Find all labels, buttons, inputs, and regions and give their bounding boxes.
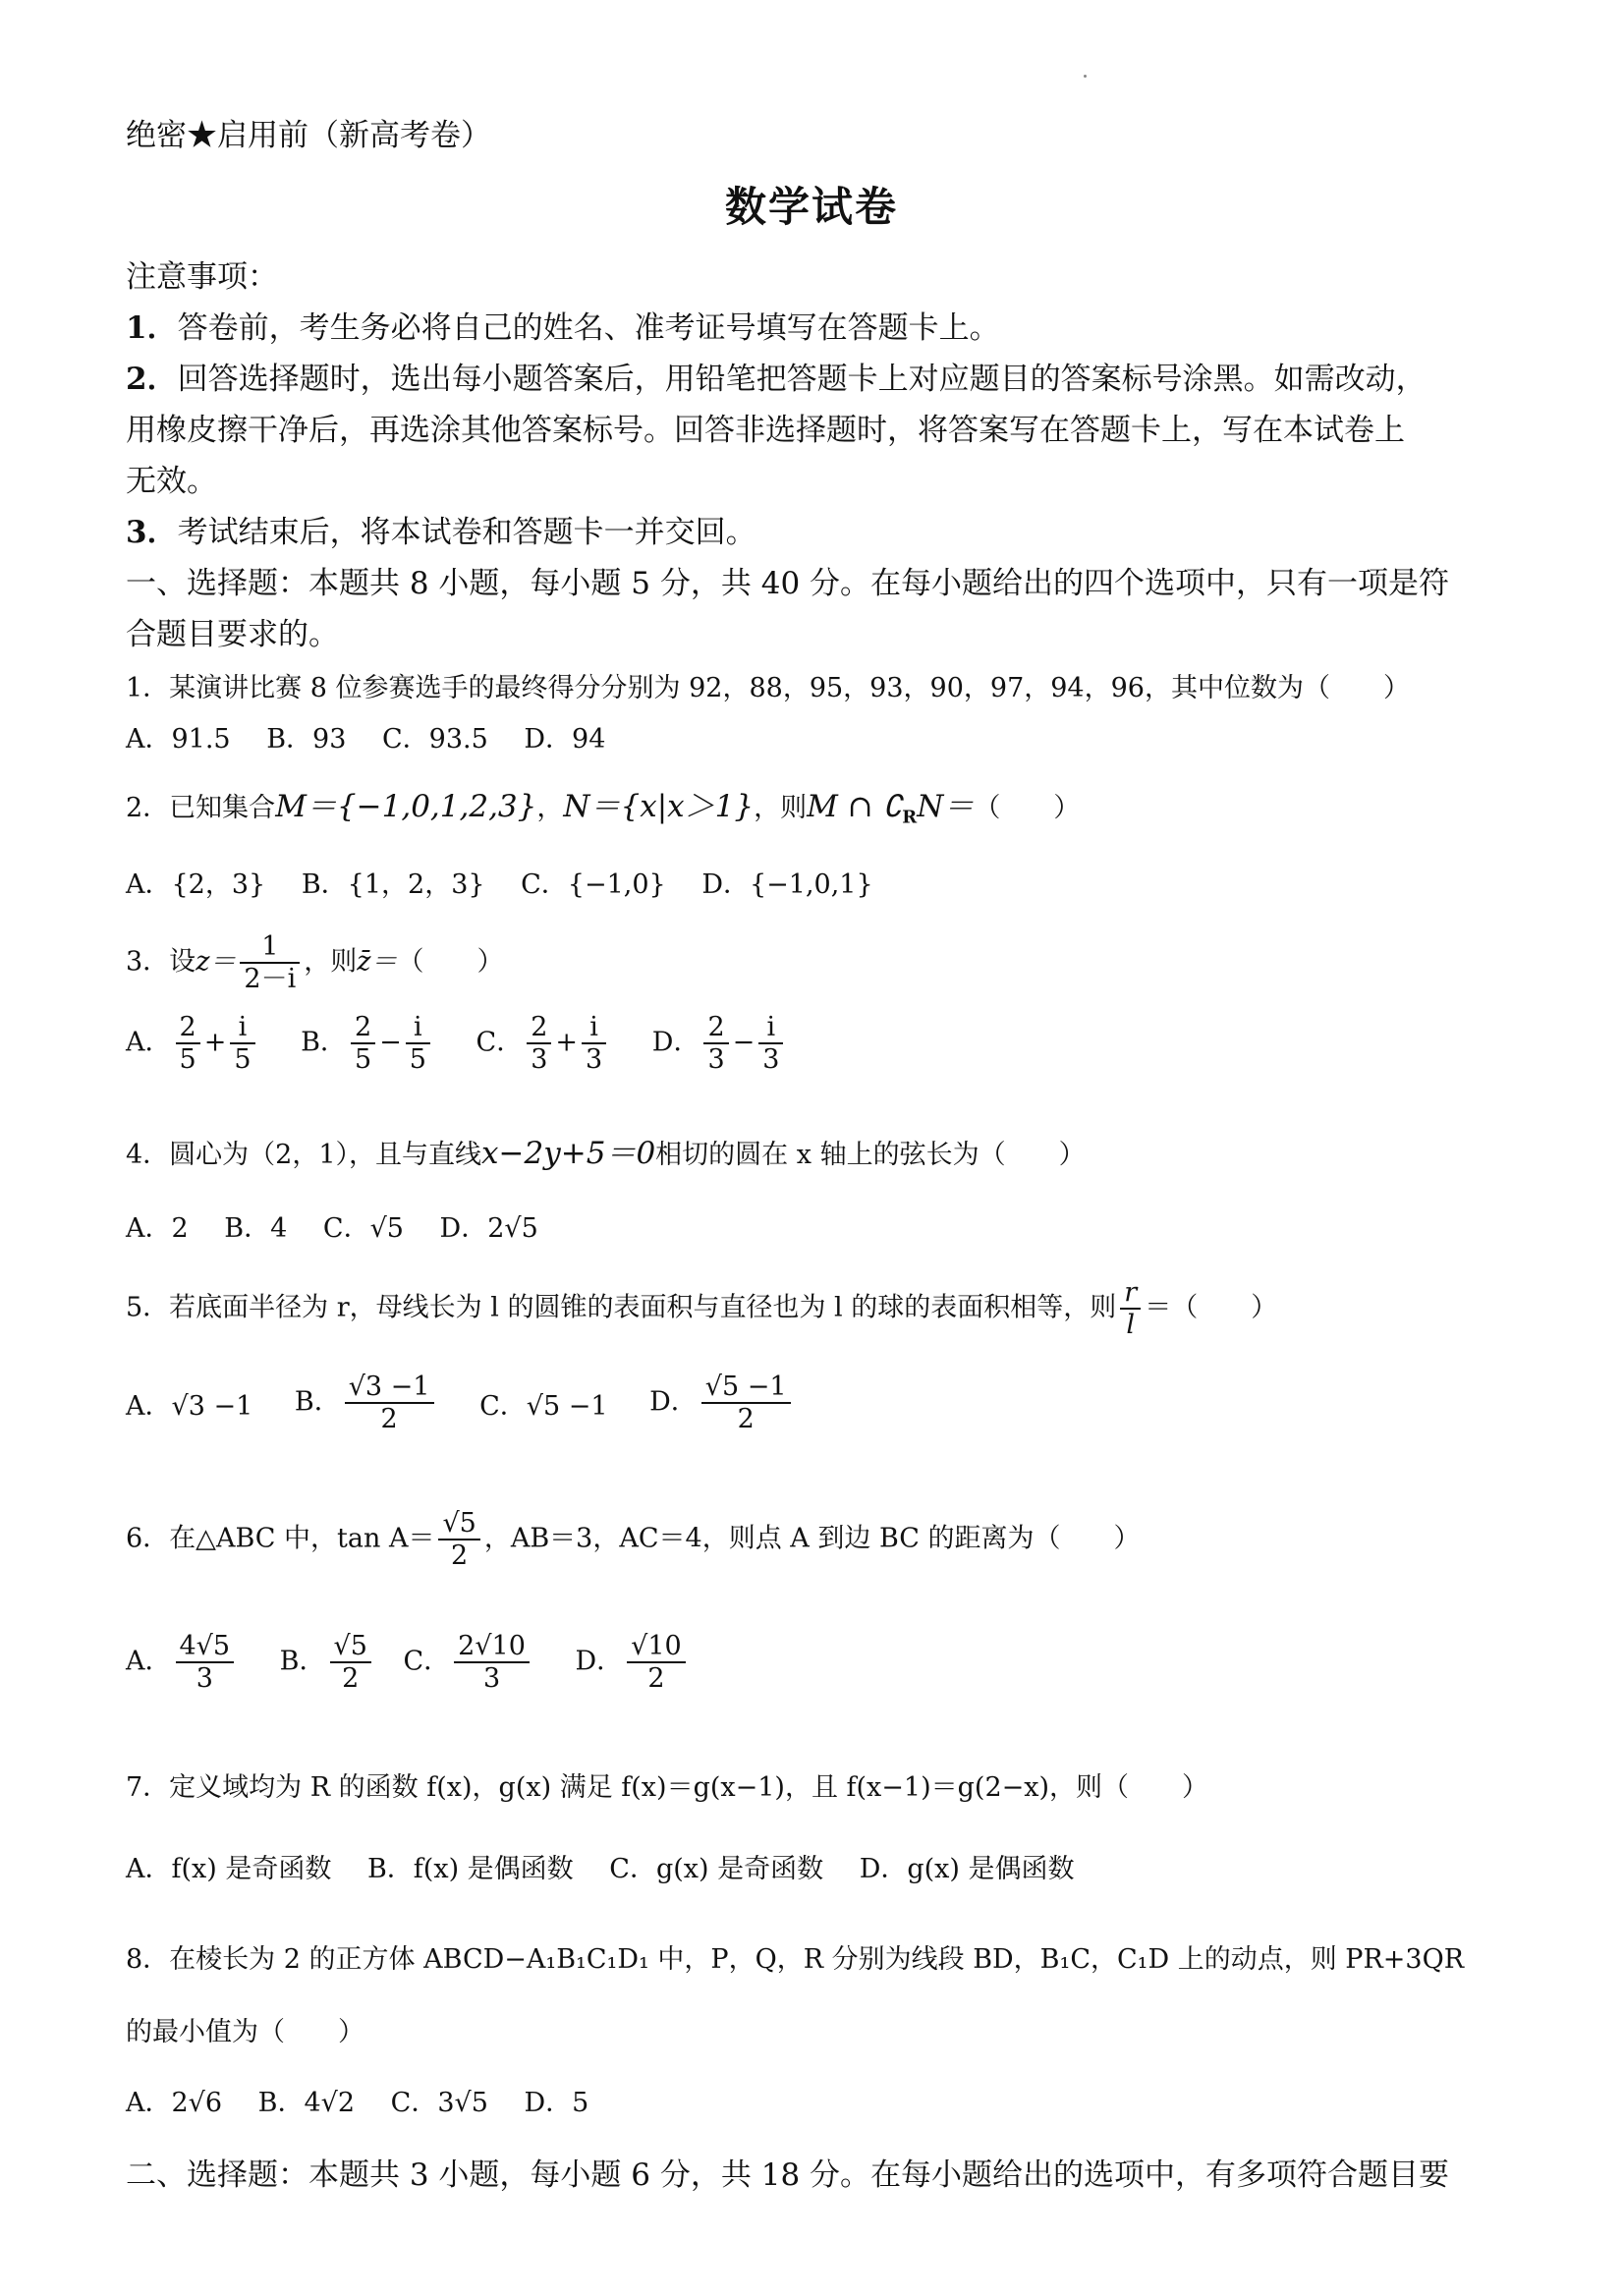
denominator: 5: [179, 1044, 196, 1076]
question-5-stem: [126, 1277, 1277, 1340]
option-label: B．: [279, 1646, 326, 1677]
option-label: A．: [126, 1390, 172, 1422]
complement-sub: R: [902, 807, 918, 828]
fraction: [703, 1012, 728, 1075]
notice-text: 考试结束后，将本试卷和答题卡一并交回。: [177, 515, 756, 550]
option-c: C．3√5: [390, 2088, 488, 2118]
denominator: 3: [196, 1663, 213, 1695]
option-c: C．93.5: [382, 724, 488, 755]
notice-text: 答卷前，考生务必将自己的姓名、准考证号填写在答题卡上。: [177, 310, 1000, 346]
option-a: A．2: [126, 1213, 189, 1244]
q4-end: 相切的圆在 x 轴上的弦长为（ ）: [655, 1140, 1086, 1170]
question-2-options: [126, 863, 901, 901]
q6-pre: 6．在△ABC 中，: [126, 1523, 338, 1554]
q3-fraction: [240, 931, 300, 994]
notice-num: 3．: [126, 515, 178, 550]
q3-mid: ，则: [304, 946, 358, 978]
option-value: √5 −1: [526, 1390, 608, 1422]
numerator: i: [230, 1012, 254, 1044]
operator: −: [732, 1027, 756, 1058]
option-b: [295, 1372, 438, 1434]
option-c: C．g(x) 是奇函数: [609, 1854, 824, 1884]
tan-expr: tan A＝: [337, 1523, 435, 1554]
option-d: D．2√5: [439, 1213, 538, 1244]
option-label: D．: [575, 1646, 624, 1677]
line-equation: x−2y+5＝0: [481, 1136, 656, 1171]
question-4-stem: [126, 1128, 1086, 1172]
q2-sep: ，: [536, 793, 564, 823]
option-a: [126, 1012, 259, 1075]
denominator: 5: [354, 1044, 372, 1076]
question-3-stem: [126, 931, 503, 994]
operator: +: [203, 1027, 227, 1058]
option-d: [576, 1631, 690, 1694]
fraction: [701, 1372, 791, 1434]
denominator: 2: [451, 1540, 469, 1572]
denominator: 5: [234, 1044, 252, 1076]
option-b: [280, 1631, 375, 1694]
q4-pre: 4．圆心为（2，1），且与直线: [126, 1140, 482, 1170]
option-d: D．94: [524, 724, 606, 755]
option-a: [126, 1631, 238, 1694]
operator: +: [555, 1027, 579, 1058]
fraction: [176, 1012, 200, 1075]
option-label: D．: [649, 1386, 698, 1418]
notice-text: 回答选择题时，选出每小题答案后，用铅笔把答题卡上对应题目的答案标号涂黑。如需改动，: [177, 362, 1427, 397]
option-c: C．√5: [322, 1213, 404, 1244]
denominator: l: [1126, 1310, 1136, 1341]
option-d: D．{−1,0,1}: [701, 869, 873, 900]
notice-num: 2．: [126, 362, 178, 397]
numerator: √3 −1: [345, 1372, 434, 1404]
denominator: 3: [586, 1044, 603, 1076]
operator: −: [379, 1027, 402, 1058]
option-label: A．: [126, 1027, 172, 1058]
notice-num: 1．: [126, 310, 178, 346]
option-b: [301, 1012, 434, 1075]
question-4-options: [126, 1206, 566, 1245]
numerator: i: [758, 1012, 783, 1044]
denominator: 2: [380, 1404, 398, 1435]
option-b: B．93: [266, 724, 347, 755]
option-c: [403, 1631, 532, 1694]
notice-item-2-line2: 用橡皮擦干净后，再选涂其他答案标号。回答非选择题时，将答案写在答题卡上，写在本试卷上: [126, 413, 1405, 448]
numerator: i: [406, 1012, 430, 1044]
option-label: C．: [479, 1390, 527, 1422]
numerator: √10: [627, 1631, 686, 1663]
q3-pre: 3．设: [126, 946, 196, 978]
numerator: √5: [438, 1508, 479, 1540]
fraction: [527, 1012, 551, 1075]
option-a: [126, 1384, 252, 1423]
option-b: B．4: [224, 1213, 288, 1244]
q2-end: （ ）: [974, 793, 1081, 823]
numerator: 2: [176, 1012, 200, 1044]
fraction: [582, 1012, 606, 1075]
question-8-stem: 8．在棱长为 2 的正方体 ABCD−A₁B₁C₁D₁ 中，P，Q，R 分别为线段 BD，B₁C，C₁D 上的动点，则 PR+3QR: [126, 1944, 1465, 1975]
notice-heading: 注意事项：: [126, 259, 278, 295]
option-value: √3 −1: [171, 1390, 253, 1422]
notice-item-1: [126, 303, 1000, 347]
option-c: [479, 1384, 607, 1423]
denominator: 3: [531, 1044, 548, 1076]
fraction: [176, 1631, 235, 1694]
option-b: B．4√2: [257, 2088, 356, 2118]
fraction: [454, 1631, 530, 1694]
section1-heading: 一、选择题：本题共 8 小题，每小题 5 分，共 40 分。在每小题给出的四个选项中，只有一项是符: [126, 566, 1450, 601]
denominator: 3: [762, 1044, 780, 1076]
question-7-options: [126, 1847, 1102, 1885]
notice-item-3: [126, 507, 756, 551]
q6-end: ，AB＝3，AC＝4，则点 A 到边 BC 的距离为（ ）: [483, 1523, 1141, 1554]
section1-heading-line2: 合题目要求的。: [126, 617, 339, 652]
q2-pre: 2．已知集合: [126, 793, 276, 823]
option-b: B．{1，2，3}: [301, 869, 485, 900]
denominator: 5: [409, 1044, 426, 1076]
denominator: 3: [482, 1663, 501, 1695]
question-8-stem-line2: 的最小值为（ ）: [126, 2017, 364, 2047]
option-label: C．: [403, 1646, 451, 1677]
q3-zbar: z̄＝: [357, 946, 398, 978]
option-c: [476, 1012, 611, 1075]
numerator: r: [1120, 1277, 1141, 1310]
denominator: 3: [707, 1044, 725, 1076]
question-6-options: [126, 1631, 690, 1694]
option-label: D．: [651, 1027, 700, 1058]
numerator: 2√10: [454, 1631, 530, 1663]
q5-pre: 5．若底面半径为 r，母线长为 l 的圆锥的表面积与直径也为 l 的球的表面积相等，则: [126, 1292, 1117, 1323]
scan-speck: [1084, 75, 1087, 78]
q3-z: z＝: [196, 946, 237, 978]
numerator: i: [582, 1012, 606, 1044]
question-8-options: [126, 2081, 616, 2119]
q5-end: ＝（ ）: [1145, 1292, 1278, 1323]
question-1-options: [126, 717, 633, 756]
option-a: A．2√6: [126, 2088, 223, 2118]
numerator: √5: [330, 1631, 371, 1663]
question-6-stem: [126, 1508, 1141, 1571]
numerator: 1: [240, 931, 300, 964]
option-d: D．g(x) 是偶函数: [859, 1854, 1075, 1884]
option-label: B．: [301, 1027, 347, 1058]
option-d: [649, 1372, 794, 1434]
option-d: [652, 1012, 788, 1075]
fraction: [345, 1372, 434, 1434]
question-1-stem: 1．某演讲比赛 8 位参赛选手的最终得分分别为 92，88，95，93，90，97，94，96，其中位数为（ ）: [126, 673, 1410, 703]
option-a: A．f(x) 是奇函数: [126, 1854, 332, 1884]
fraction: [627, 1631, 686, 1694]
question-7-stem: 7．定义域均为 R 的函数 f(x)，g(x) 满足 f(x)＝g(x−1)，且 f(x−1)＝g(2−x)，则（ ）: [126, 1772, 1209, 1803]
fraction: [230, 1012, 254, 1075]
option-label: A．: [126, 1646, 172, 1677]
option-c: C．{−1,0}: [521, 869, 666, 900]
q2-mid: ，则: [754, 793, 808, 823]
fraction: [758, 1012, 783, 1075]
confidential-header: 绝密★启用前（新高考卷）: [126, 118, 491, 153]
option-b: B．f(x) 是偶函数: [366, 1854, 574, 1884]
numerator: 2: [527, 1012, 551, 1044]
set-expr2: N＝: [917, 789, 975, 824]
q3-end: （ ）: [397, 946, 504, 978]
q5-fraction: [1120, 1277, 1141, 1340]
option-a: A．{2，3}: [126, 869, 266, 900]
question-2-stem: [126, 781, 1080, 827]
set-n: N＝{x|x＞1}: [563, 789, 755, 824]
page-title: 数学试卷: [724, 183, 898, 231]
notice-item-2-line3: 无效。: [126, 464, 217, 499]
q6-fraction: [438, 1508, 479, 1571]
denominator: 2: [342, 1663, 360, 1695]
question-5-options: [126, 1372, 795, 1434]
section2-heading: 二、选择题：本题共 3 小题，每小题 6 分，共 18 分。在每小题给出的选项中，有多项符合题目要: [126, 2157, 1450, 2193]
fraction: [406, 1012, 430, 1075]
set-expr: M ∩ ∁: [807, 789, 903, 824]
denominator: 2－i: [244, 964, 297, 995]
fraction: [351, 1012, 375, 1075]
numerator: 2: [351, 1012, 375, 1044]
numerator: 4√5: [176, 1631, 235, 1663]
option-label: B．: [294, 1386, 341, 1418]
option-a: A．91.5: [126, 724, 231, 755]
fraction: [330, 1631, 371, 1694]
numerator: √5 −1: [701, 1372, 791, 1404]
notice-item-2: [126, 354, 1427, 398]
option-label: C．: [476, 1027, 524, 1058]
denominator: 2: [647, 1663, 665, 1695]
option-d: D．5: [524, 2088, 589, 2118]
numerator: 2: [703, 1012, 728, 1044]
denominator: 2: [737, 1404, 755, 1435]
question-3-options: [126, 1012, 787, 1075]
set-m: M＝{−1,0,1,2,3}: [275, 789, 537, 824]
